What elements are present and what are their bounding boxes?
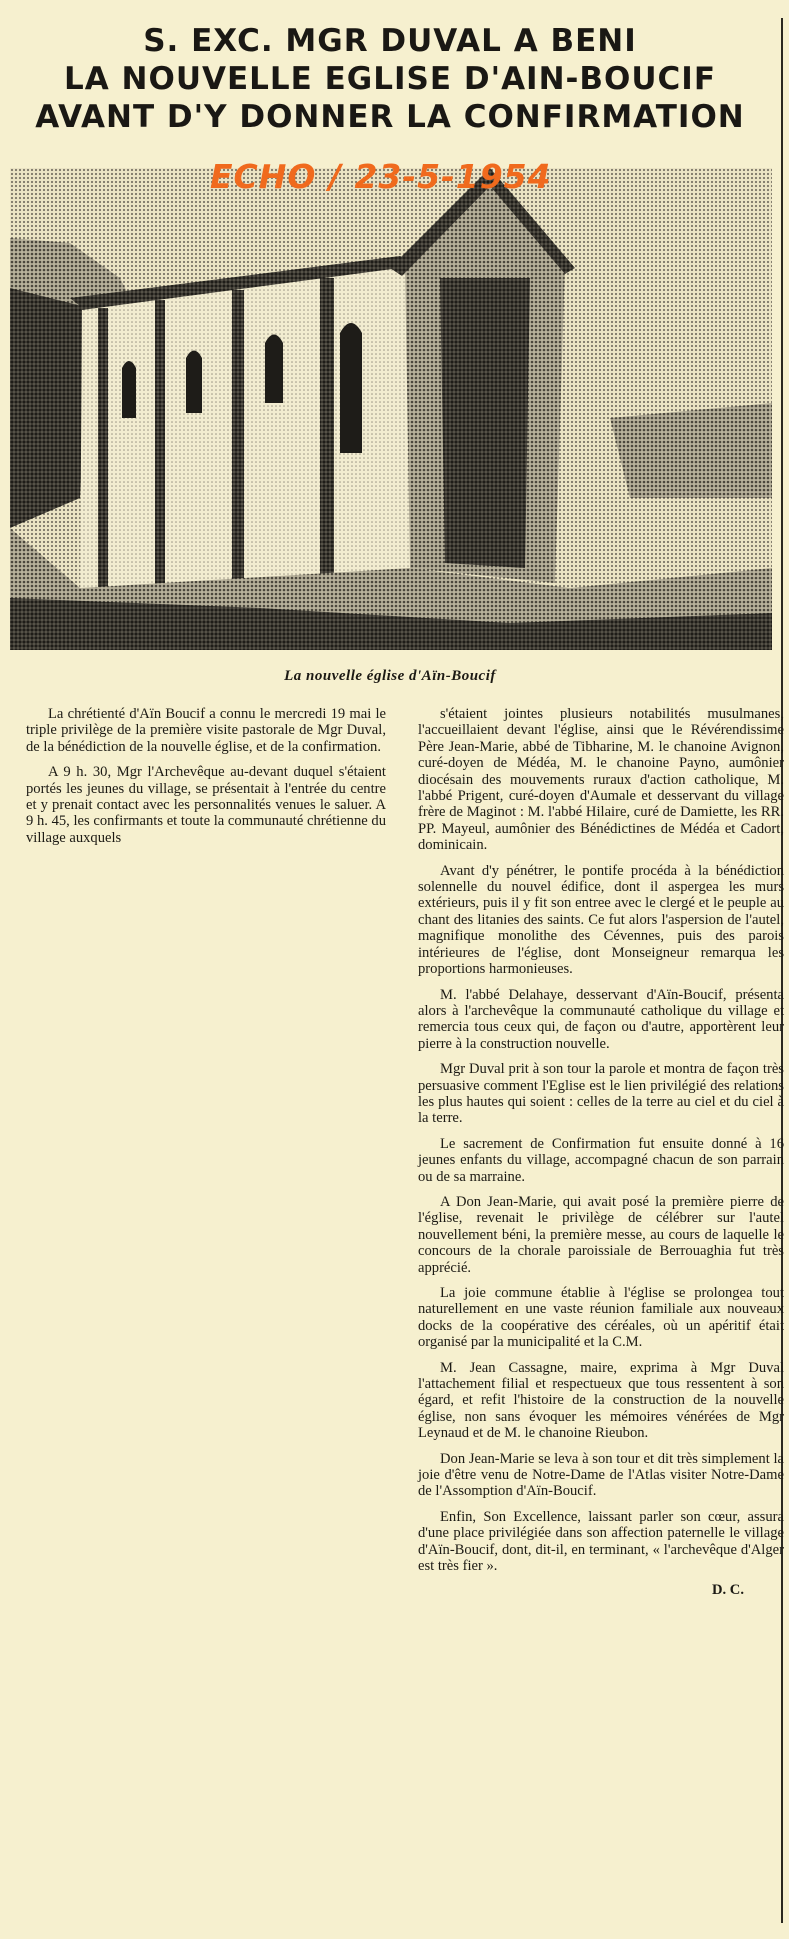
paragraph: Enfin, Son Excellence, laissant parler son cœur, assura d'une place privilégiée dans son affection paternelle le village d'Aïn-Boucif, dont, dit-il, en terminant, « l'archevêque d'Alger est très fier ». [418,1508,784,1575]
paragraph: A 9 h. 30, Mgr l'Archevêque au-devant duquel s'étaient portés les jeunes du village, se présentait à l'entrée du centre et y prenait contact avec les personnalités venues le saluer. A 9 h. 45, les confirmants et toute la communauté chrétienne du village auxquels [26,764,386,846]
author-signature: D. C. [711,1581,744,1598]
paragraph: Avant d'y pénétrer, le pontife procéda à la bénédiction solennelle du nouvel édifice, dont il aspergea les murs extérieurs, puis il y fit son entree avec le clergé et le peuple au chant des litanies des saints. Ce fut alors l'aspersion de l'autel, magnifique monolithe des Cévennes, puis des parois intérieures de l'église, dont Monseigneur remarqua les proportions harmonieuses. [418,862,784,978]
paragraph: La joie commune établie à l'église se prolongea tout naturellement en une vaste réunion familiale aux nouveaux docks de la coopérative des céréales, où un apéritif était organisé par la municipalité et la C.M. [418,1285,784,1351]
article-column-left [26,706,386,855]
paragraph: M. Jean Cassagne, maire, exprima à Mgr Duval l'attachement filial et respectueux que tous ressentent à son égard, et refit l'histoire de la construction de la nouvelle église, non sans évoquer les mémoires vénérées de Mgr Leynaud et de M. le chanoine Rieubon. [418,1359,784,1442]
paragraph: Le sacrement de Confirmation fut ensuite donné à 16 jeunes enfants du village, accompagné chacun de son parrain ou de sa marraine. [418,1135,784,1185]
headline-line-2: LA NOUVELLE EGLISE D'AIN-BOUCIF [63,61,717,97]
headline-line-1: S. EXC. MGR DUVAL A BENI [143,23,637,59]
headline [20,22,760,136]
paragraph: Mgr Duval prit à son tour la parole et montra de façon très persuasive comment l'Eglise est le lien privilégié des relations les plus hautes qui soient : celles de la terre au ciel et du ciel à la terre. [418,1061,784,1127]
handwritten-source-date: ECHO / 23-5-1954 [210,157,552,196]
paragraph: Don Jean-Marie se leva à son tour et dit très simplement la joie d'être venu de Notre-Dame de l'Atlas visiter Notre-Dame de l'Assomption d'Aïn-Boucif. [418,1450,784,1500]
article-column-right [418,706,784,1598]
paragraph: s'étaient jointes plusieurs notabilités musulmanes, l'accueillaient devant l'église, ainsi que le Révérendissime Père Jean-Marie, abbé de Tibharine, M. le chanoine Avignon, curé-doyen de Médéa, M. le chanoine Payno, aumônier diocésain des mouvements ruraux d'action catholique, M. l'abbé Prigent, curé-doyen d'Aumale et desservant du village frère de Maginot : M. l'abbé Hilaire, curé de Damiette, les RR. PP. Mayeul, aumônier des Bénédictines de Médéa et Cadort, dominicain. [418,706,784,854]
paragraph: M. l'abbé Delahaye, desservant d'Aïn-Boucif, présenta alors à l'archevêque la communauté catholique du village et remercia tous ceux qui, de façon ou d'autre, apportèrent leur pierre à la construction nouvelle. [418,986,784,1052]
paragraph: La chrétienté d'Aïn Boucif a connu le mercredi 19 mai le triple privilège de la première visite pastorale de Mgr Duval, de la bénédiction de la nouvelle église, et de la confirmation. [26,706,386,755]
photo-caption: La nouvelle église d'Aïn-Boucif [284,668,496,684]
church-photo [10,168,772,650]
headline-line-3: AVANT D'Y DONNER LA CONFIRMATION [35,99,745,135]
church-photo-image [10,168,772,650]
paragraph: A Don Jean-Marie, qui avait posé la première pierre de l'église, revenait le privilège de célébrer sur l'autel nouvellement béni, la première messe, au cours de laquelle le concours de la chorale paroissiale de Berrouaghia fut très apprécié. [418,1193,784,1276]
